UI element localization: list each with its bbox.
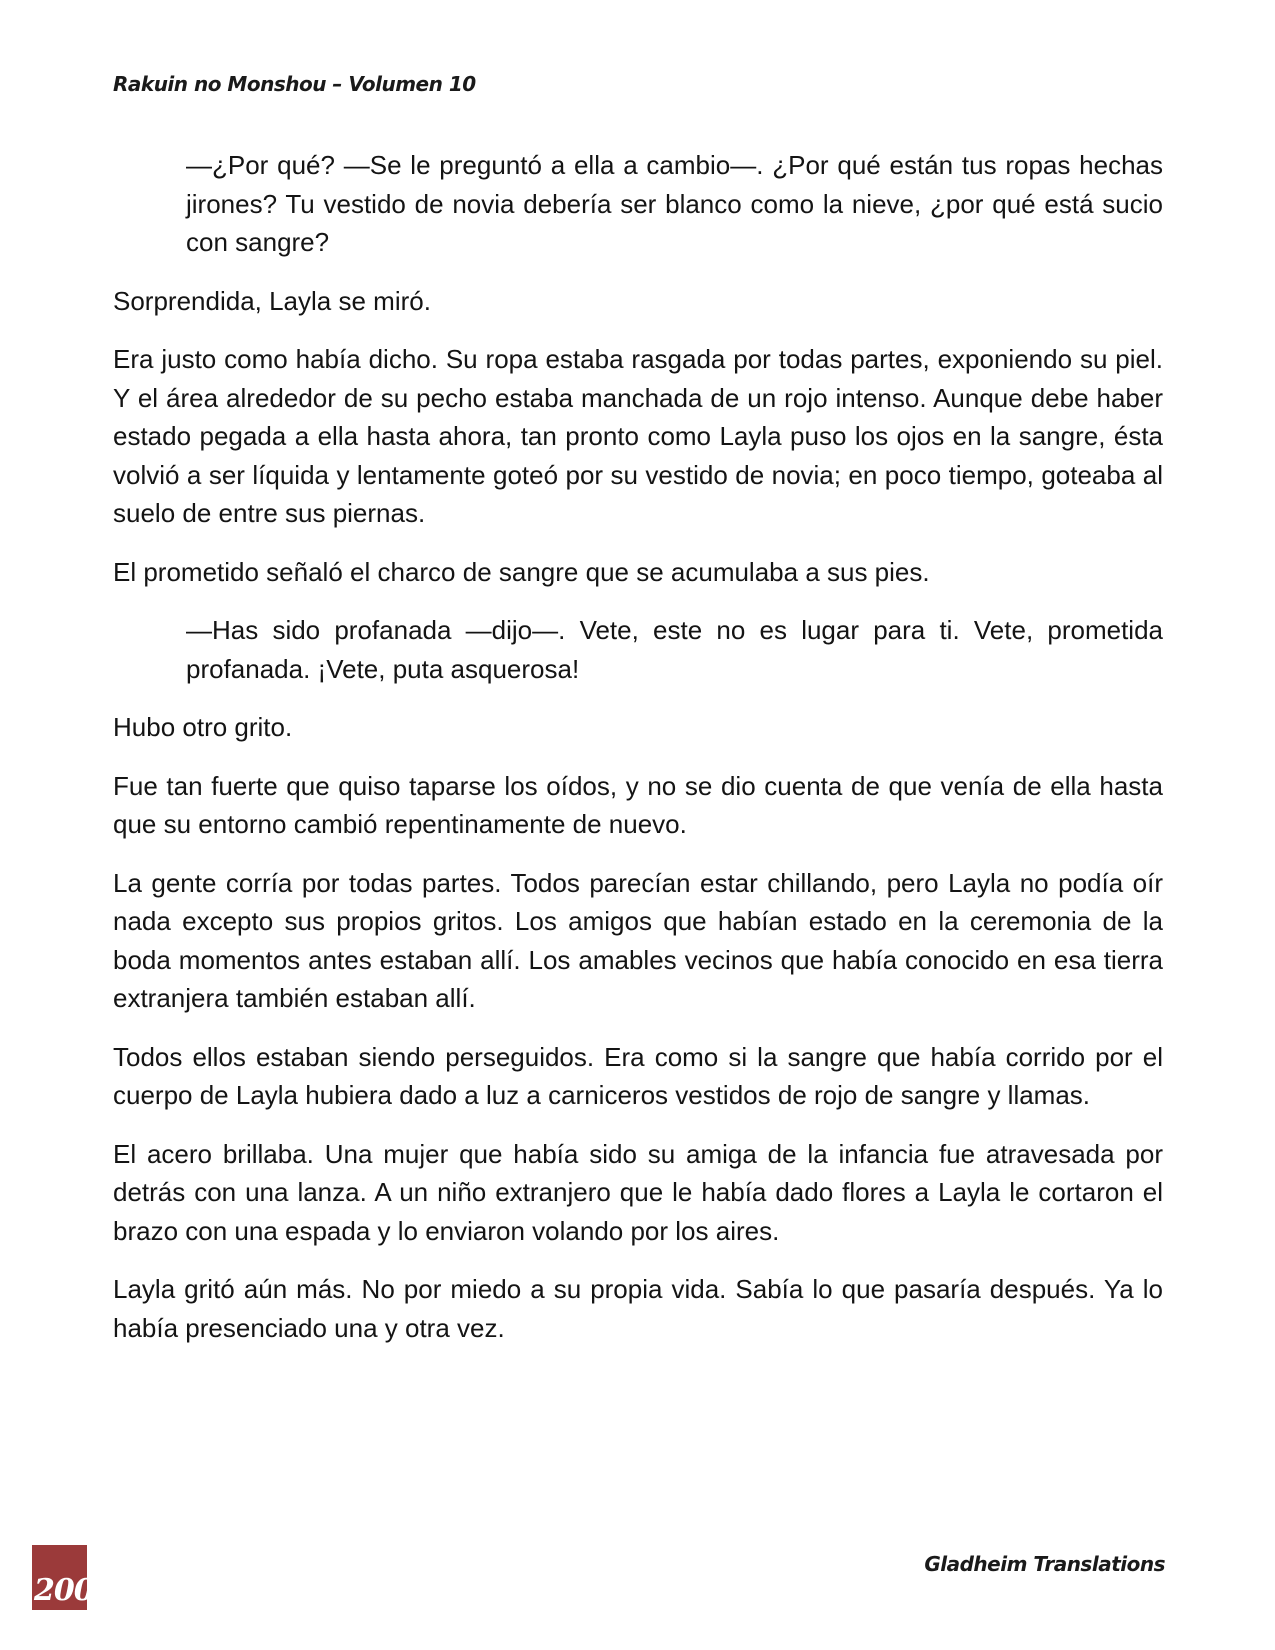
footer-credit: Gladheim Translations [924,1552,1165,1576]
paragraph: Todos ellos estaban siendo perseguidos. Era como si la sangre que había corrido por el cuerpo de Layla hubiera dado a luz a carniceros vestidos de rojo de sangre y llamas. [113,1041,1163,1110]
page-number: 200 [34,1573,94,1608]
page-body [113,146,1163,1367]
paragraph-dialogue: —Has sido profanada —dijo—. Vete, este no es lugar para ti. Vete, prometida profanada. ¡Vete, puta asquerosa! [186,615,1163,684]
paragraph: El prometido señaló el charco de sangre que se acumulaba a sus pies. [113,556,930,587]
paragraph: Sorprendida, Layla se miró. [113,285,431,316]
page-number-badge [32,1545,94,1610]
paragraph-dialogue: —¿Por qué? —Se le preguntó a ella a cambio—. ¿Por qué están tus ropas hechas jirones? Tu vestido de novia debería ser blanco como la nieve, ¿por qué está sucio con sangre? [186,150,1163,257]
paragraph: Layla gritó aún más. No por miedo a su propia vida. Sabía lo que pasaría después. Ya lo había presenciado una y otra vez. [113,1274,1163,1343]
paragraph: Era justo como había dicho. Su ropa estaba rasgada por todas partes, exponiendo su piel. Y el área alrededor de su pecho estaba manchada de un rojo intenso. Aunque debe haber estado pegada a ella hasta ahora, tan pronto como Layla puso los ojos en la sangre, ésta volvió a ser líquida y lentamente goteó por su vestido de novia; en poco tiempo, goteaba al suelo de entre sus piernas. [113,344,1163,528]
paragraph: La gente corría por todas partes. Todos parecían estar chillando, pero Layla no podía oír nada excepto sus propios gritos. Los amigos que habían estado en la ceremonia de la boda momentos antes estaban allí. Los amables vecinos que había conocido en esa tierra extranjera también estaban allí. [113,867,1163,1013]
paragraph: Hubo otro grito. [113,712,293,742]
paragraph: Fue tan fuerte que quiso taparse los oídos, y no se dio cuenta de que venía de ella hasta que su entorno cambió repentinamente de nuevo. [113,770,1163,839]
running-header: Rakuin no Monshou – Volumen 10 [113,72,476,96]
paragraph: El acero brillaba. Una mujer que había sido su amiga de la infancia fue atravesada por detrás con una lanza. A un niño extranjero que le había dado flores a Layla le cortaron el brazo con una espada y lo enviaron volando por los aires. [113,1138,1163,1246]
